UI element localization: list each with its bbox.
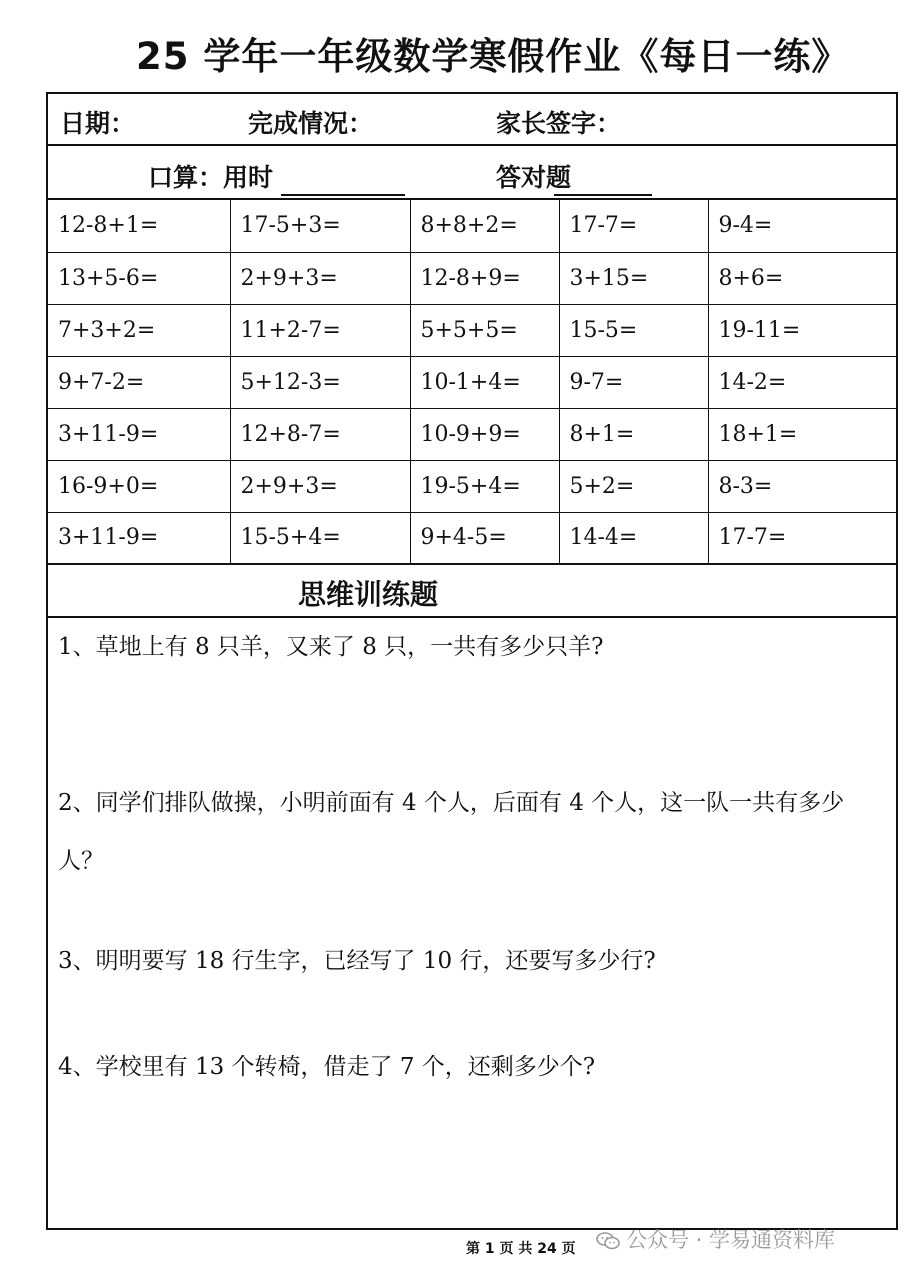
problem-3: 3、明明要写 18 行生字，已经写了 10 行，还要写多少行? — [58, 948, 656, 974]
exercise-cell: 7+3+2= — [48, 304, 230, 356]
exercise-cell: 8+6= — [708, 252, 896, 304]
exercise-cell: 2+9+3= — [230, 252, 410, 304]
exercise-cell: 17-7= — [559, 200, 708, 252]
worksheet — [46, 92, 898, 1230]
exercise-row — [48, 408, 896, 460]
thinking-title: 思维训练题 — [298, 578, 439, 611]
exercise-cell: 10-1+4= — [410, 356, 559, 408]
exercise-row — [48, 200, 896, 252]
problem-2: 2、同学们排队做操，小明前面有 4 个人，后面有 4 个人，这一队一共有多少人？ — [58, 790, 845, 874]
exercise-cell: 19-5+4= — [410, 460, 559, 512]
problem-4: 4、学校里有 13 个转椅，借走了 7 个，还剩多少个? — [58, 1054, 596, 1080]
wechat-icon — [596, 1232, 620, 1250]
correct-label: 答对 — [496, 163, 547, 192]
exercise-row — [48, 356, 896, 408]
exercise-cell: 9+4-5= — [410, 512, 559, 564]
exercise-cell: 13+5-6= — [48, 252, 230, 304]
exercise-cell: 5+12-3= — [230, 356, 410, 408]
info-row — [48, 94, 896, 146]
exercise-cell: 12+8-7= — [230, 408, 410, 460]
exercise-cell: 15-5+4= — [230, 512, 410, 564]
watermark-text: 公众号 · 学易通资料库 — [626, 1228, 836, 1252]
date-label: 日期： — [60, 109, 136, 138]
exercise-cell: 8-3= — [708, 460, 896, 512]
exercise-row — [48, 460, 896, 512]
exercise-row — [48, 512, 896, 564]
time-blank[interactable] — [281, 170, 405, 196]
exercise-cell: 12-8+9= — [410, 252, 559, 304]
exercise-cell: 9+7-2= — [48, 356, 230, 408]
exercise-cell: 9-4= — [708, 200, 896, 252]
exercise-row — [48, 304, 896, 356]
exercise-cell: 8+1= — [559, 408, 708, 460]
time-label: 口算：用时 — [148, 163, 274, 192]
page-number: 第 1 页 共 24 页 — [466, 1241, 576, 1257]
exercise-cell: 12-8+1= — [48, 200, 230, 252]
exercise-cell: 10-9+9= — [410, 408, 559, 460]
exercise-cell: 11+2-7= — [230, 304, 410, 356]
oral-row — [48, 146, 896, 200]
correct-blank[interactable] — [554, 170, 652, 196]
exercise-cell: 2+9+3= — [230, 460, 410, 512]
exercise-cell: 17-7= — [708, 512, 896, 564]
exercise-cell: 3+11-9= — [48, 512, 230, 564]
exercise-cell: 8+8+2= — [410, 200, 559, 252]
exercise-cell: 18+1= — [708, 408, 896, 460]
problem-1: 1、草地上有 8 只羊，又来了 8 只，一共有多少只羊? — [58, 634, 604, 660]
exercise-cell: 5+5+5= — [410, 304, 559, 356]
parent-sign-label: 家长签字： — [496, 109, 622, 138]
completion-label: 完成情况： — [248, 109, 374, 138]
exercise-cell: 5+2= — [559, 460, 708, 512]
exercise-cell: 15-5= — [559, 304, 708, 356]
exercise-row — [48, 252, 896, 304]
exercise-cell: 19-11= — [708, 304, 896, 356]
exercise-cell: 3+15= — [559, 252, 708, 304]
exercise-cell: 9-7= — [559, 356, 708, 408]
thinking-section-title — [48, 566, 896, 618]
exercise-cell: 14-4= — [559, 512, 708, 564]
exercise-cell: 16-9+0= — [48, 460, 230, 512]
exercise-cell: 14-2= — [708, 356, 896, 408]
exercise-cell: 3+11-9= — [48, 408, 230, 460]
exercise-cell: 17-5+3= — [230, 200, 410, 252]
watermark — [596, 1224, 835, 1254]
question-unit: 题 — [546, 163, 572, 192]
oral-grid — [48, 200, 896, 566]
page-title: 25 学年一年级数学寒假作业《每日一练》 — [136, 35, 850, 78]
